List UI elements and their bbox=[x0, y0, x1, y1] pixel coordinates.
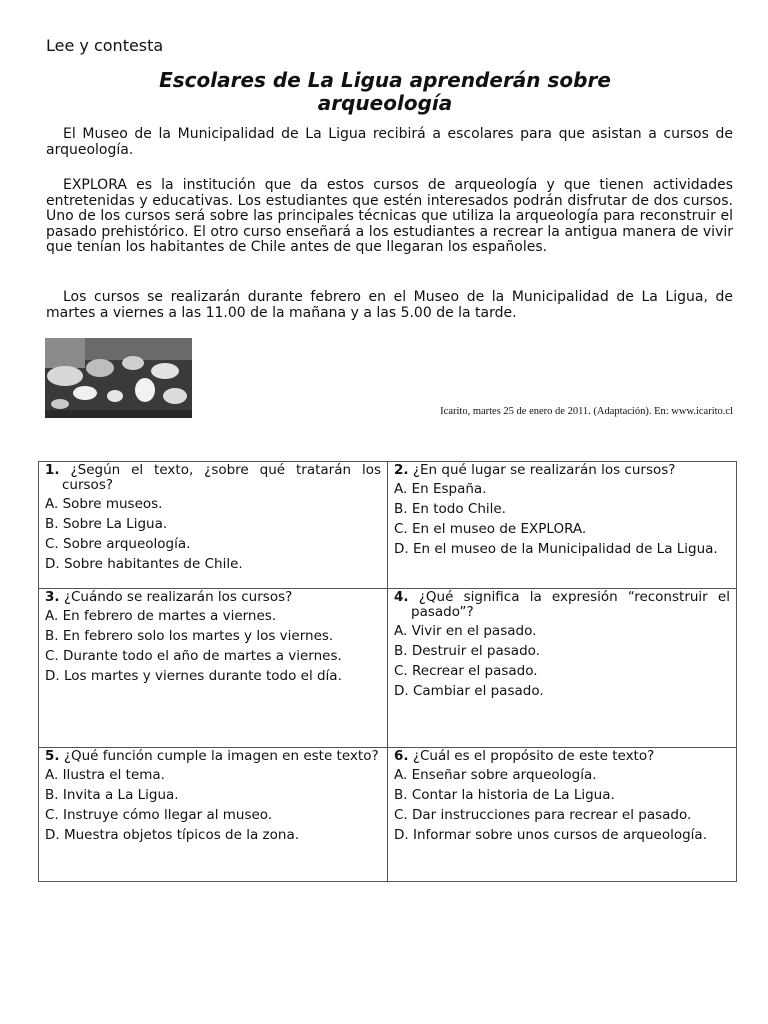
question-2 bbox=[388, 462, 737, 589]
question-text: ¿Qué significa la expresión “reconstruir el pasado”? bbox=[411, 589, 730, 620]
option-a[interactable]: A. Vivir en el pasado. bbox=[394, 623, 537, 639]
question-4 bbox=[388, 589, 737, 748]
option-a[interactable]: A. En España. bbox=[394, 481, 487, 497]
question-number: 6. bbox=[394, 748, 409, 764]
question-5 bbox=[39, 748, 388, 882]
instruction-heading: Lee y contesta bbox=[46, 36, 164, 55]
question-text: ¿Qué función cumple la imagen en este texto? bbox=[63, 748, 379, 764]
option-b[interactable]: B. Invita a La Ligua. bbox=[45, 787, 179, 803]
option-c[interactable]: C. Durante todo el año de martes a viernes. bbox=[45, 648, 342, 664]
option-a[interactable]: A. Enseñar sobre arqueología. bbox=[394, 767, 597, 783]
question-text: ¿Según el texto, ¿sobre qué tratarán los cursos? bbox=[62, 462, 382, 493]
option-c[interactable]: C. Instruye cómo llegar al museo. bbox=[45, 807, 273, 823]
archaeology-objects-photo bbox=[45, 338, 192, 418]
question-text: ¿Cuál es el propósito de este texto? bbox=[412, 748, 655, 764]
option-b[interactable]: B. En todo Chile. bbox=[394, 501, 506, 517]
article-title: Escolares de La Ligua aprenderán sobre arqueología bbox=[159, 68, 611, 115]
question-3 bbox=[39, 589, 388, 748]
question-6 bbox=[388, 748, 737, 882]
option-d[interactable]: D. Sobre habitantes de Chile. bbox=[45, 556, 243, 572]
question-number: 3. bbox=[45, 589, 60, 605]
question-number: 1. bbox=[45, 462, 60, 478]
question-text: ¿Cuándo se realizarán los cursos? bbox=[63, 589, 293, 605]
article-paragraph-2: EXPLORA es la institución que da estos cursos de arqueología y que tienen actividades entretenidas y educativas. Los estudiantes que estén interesados podrán disfrutar de dos cursos. Uno de los cursos será sobre las principales técnicas que utiliza la arqueología para reconstruir el pasado prehistórico. El otro curso enseñará a los estudiantes a recrear la antigua manera de vivir que tenían los habitantes de Chile antes de que llegaran los españoles. bbox=[46, 177, 733, 256]
option-c[interactable]: C. En el museo de EXPLORA. bbox=[394, 521, 587, 537]
option-d[interactable]: D. Cambiar el pasado. bbox=[394, 683, 544, 699]
option-a[interactable]: A. Sobre museos. bbox=[45, 496, 163, 512]
option-d[interactable]: D. Muestra objetos típicos de la zona. bbox=[45, 827, 300, 843]
question-number: 5. bbox=[45, 748, 60, 764]
option-d[interactable]: D. Informar sobre unos cursos de arqueología. bbox=[394, 827, 707, 843]
questions-table bbox=[38, 461, 737, 882]
option-b[interactable]: B. Destruir el pasado. bbox=[394, 643, 540, 659]
source-credit: Icarito, martes 25 de enero de 2011. (Adaptación). En: www.icarito.cl bbox=[440, 406, 733, 417]
option-b[interactable]: B. Contar la historia de La Ligua. bbox=[394, 787, 615, 803]
option-a[interactable]: A. En febrero de martes a viernes. bbox=[45, 608, 277, 624]
question-1 bbox=[39, 462, 388, 589]
option-d[interactable]: D. Los martes y viernes durante todo el día. bbox=[45, 668, 342, 684]
option-d[interactable]: D. En el museo de la Municipalidad de La Ligua. bbox=[394, 541, 718, 557]
article-paragraph-3: Los cursos se realizarán durante febrero en el Museo de la Municipalidad de La Ligua, de martes a viernes a las 11.00 de la mañana y a las 5.00 de la tarde. bbox=[46, 289, 733, 321]
option-a[interactable]: A. Ilustra el tema. bbox=[45, 767, 165, 783]
question-number: 4. bbox=[394, 589, 409, 605]
option-c[interactable]: C. Sobre arqueología. bbox=[45, 536, 191, 552]
option-b[interactable]: B. En febrero solo los martes y los viernes. bbox=[45, 628, 334, 644]
option-c[interactable]: C. Dar instrucciones para recrear el pasado. bbox=[394, 807, 692, 823]
question-text: ¿En qué lugar se realizarán los cursos? bbox=[412, 462, 676, 478]
article-paragraph-1: El Museo de la Municipalidad de La Ligua recibirá a escolares para que asistan a cursos de arqueología. bbox=[46, 126, 733, 158]
question-number: 2. bbox=[394, 462, 409, 478]
option-b[interactable]: B. Sobre La Ligua. bbox=[45, 516, 168, 532]
option-c[interactable]: C. Recrear el pasado. bbox=[394, 663, 538, 679]
